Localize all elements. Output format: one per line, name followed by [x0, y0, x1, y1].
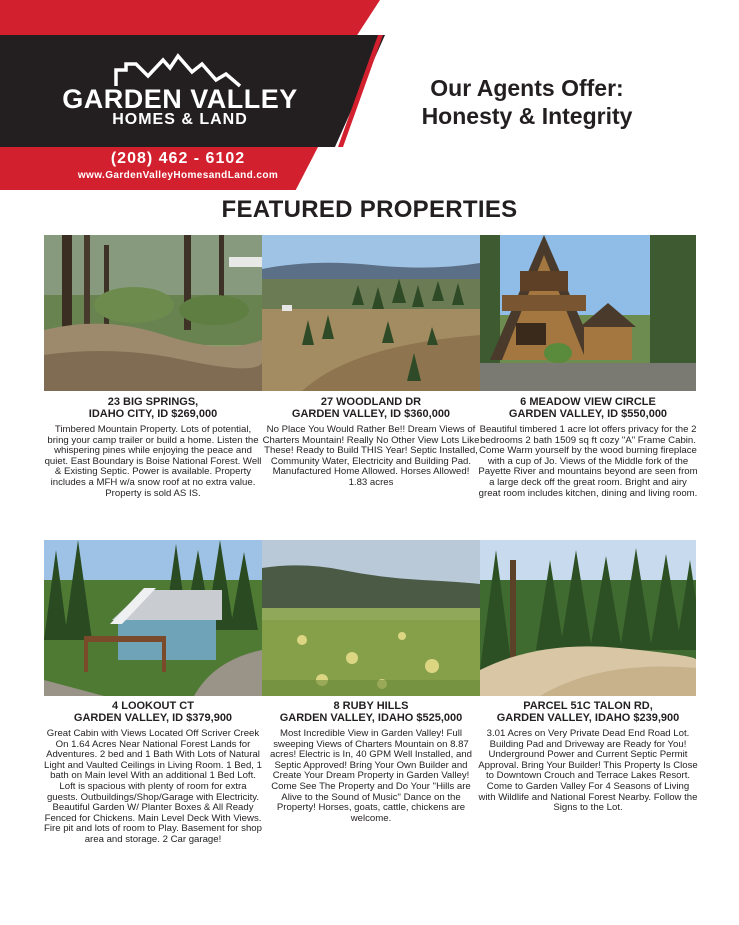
listing-address-line1: PARCEL 51C TALON RD, [523, 700, 653, 712]
listing-card [478, 700, 698, 814]
tagline-line1: Our Agents Offer: [430, 75, 624, 101]
listing-description: Timbered Mountain Property. Lots of potential, bring your camp trailer or build a home. Listen the whispering pines while enjoying the peace and quiet. East Boundary is Boise National Forest. Well & Existing Septic. Power is available. Property includes a MFH w/a snow roof at no extra value. Property is sold AS IS. [44, 424, 262, 499]
listing-address-price: IDAHO CITY, ID $269,000 [88, 408, 218, 420]
property-photo-23-big-springs [44, 235, 262, 391]
listing-address-price: GARDEN VALLEY, ID $360,000 [291, 408, 451, 420]
property-photo-8-ruby-hills [262, 540, 480, 696]
tagline [392, 74, 662, 130]
website-link[interactable]: www.GardenValleyHomesandLand.com [77, 170, 279, 181]
property-photo-6-meadow-view [480, 235, 696, 391]
listing-card [262, 700, 480, 824]
listing-card [44, 396, 262, 499]
property-photo-parcel-51c-talon [480, 540, 696, 696]
listing-description: Great Cabin with Views Located Off Scriver Creek On 1.64 Acres Near National Forest Lands for Adventures. 2 bed and 1 Bath With Lots of Natural Light and Vaulted Ceilings in Living Room. 1 Bed, 1 bath on Main level With an additional 1 Bed Loft. Loft is spacious with plenty of room for extra guests. Outbuildings/Shop/Garage with Electricity. Beautiful Garden W/ Planter Boxes & All Ready Fenced for Chickens. Main Level Deck With Views. Fire pit and lots of room to Play. Basement for shop area and storage. 2 Car garage! [44, 728, 262, 845]
listing-address-price: GARDEN VALLEY, IDAHO $525,000 [279, 712, 463, 724]
header-red-top-band [0, 0, 380, 35]
phone-number[interactable]: (208) 462 - 6102 [110, 150, 246, 167]
brand-name-line1: GARDEN VALLEY [62, 84, 298, 114]
listing-card [478, 396, 698, 499]
listing-card [44, 700, 262, 846]
section-title: FEATURED PROPERTIES [221, 196, 518, 223]
property-photo-4-lookout-ct [44, 540, 262, 696]
listing-address-line1: 4 LOOKOUT CT [112, 700, 194, 712]
listing-address-line1: 27 WOODLAND DR [320, 396, 422, 408]
listing-description: No Place You Would Rather Be!! Dream Views of Charters Mountain! Really No Other View Lots Like These! Ready to Build THIS Year! Septic Installed, Community Water, Electricity and Building Pad. Manufactured Home Allowed. Horses Allowed! 1.83 acres [262, 424, 480, 488]
listing-address-line1: 8 RUBY HILLS [333, 700, 409, 712]
listing-address-price: GARDEN VALLEY, IDAHO $239,900 [496, 712, 680, 724]
listing-description: 3.01 Acres on Very Private Dead End Road Lot. Building Pad and Driveway are Ready for You! Underground Power and Current Septic Permit Approval. Bring Your Builder! This Property Is Close to Downtown Crouch and Terrace Lakes Resort. Come to Garden Valley For 4 Seasons of Living with Wildlife and National Forest Nearby. Follow the Signs to the Lot. [478, 728, 698, 814]
listing-address-price: GARDEN VALLEY, ID $550,000 [508, 408, 668, 420]
property-photo-27-woodland-dr [262, 235, 480, 391]
listing-description: Most Incredible View in Garden Valley! Full sweeping Views of Charters Mountain on 8.87 acres! Electric is In, 40 GPM Well Installed, and Septic Approved! Bring Your Own Builder and Create Your Dream Property in Garden Valley! Come See The Property and Do Your "Hills are Alive to the Sound of Music" Dance on the Property! Horses, goats, cattle, chickens are welcome. [270, 728, 472, 824]
brand-name-line2: HOMES & LAND [112, 111, 248, 128]
listing-address-line1: 6 MEADOW VIEW CIRCLE [520, 396, 656, 408]
listing-address-line1: 23 BIG SPRINGS, [107, 396, 199, 408]
tagline-line2: Honesty & Integrity [421, 103, 633, 129]
listing-address-price: GARDEN VALLEY, ID $379,900 [73, 712, 233, 724]
listing-card [262, 396, 480, 489]
listing-description: Beautiful timbered 1 acre lot offers privacy for the 2 bedrooms 2 bath 1509 sq ft cozy "A" Frame Cabin. Come Warm yourself by the wood burning fireplace with a cup of Jo. Views of the Middle fork of the Payette River and mountains beyond are seen from a large deck off the great room. Bright and airy great room includes kitchen, dining and living room. [478, 424, 698, 499]
